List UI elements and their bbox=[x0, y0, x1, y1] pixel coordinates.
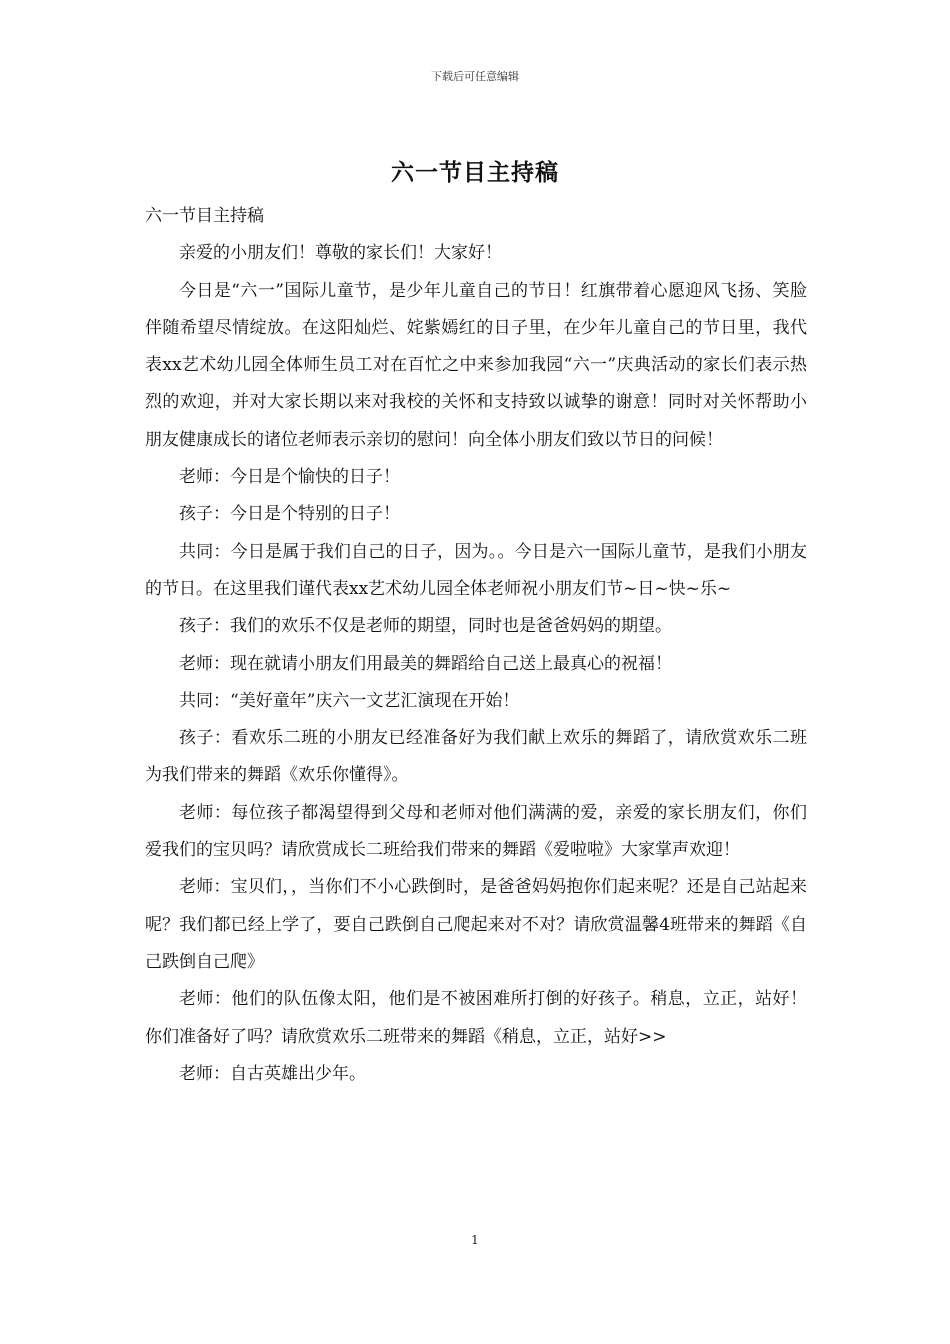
dialogue-line: 老师：自古英雄出少年。 bbox=[179, 1063, 366, 1084]
greeting-paragraph: 亲爱的小朋友们！尊敬的家长们！大家好！ bbox=[179, 243, 502, 264]
dialogue-line: 孩子：我们的欢乐不仅是老师的期望，同时也是爸爸妈妈的期望。 bbox=[179, 616, 672, 637]
document-body bbox=[145, 198, 807, 1093]
subtitle-paragraph: 六一节目主持稿 bbox=[145, 206, 264, 226]
page-number: 1 bbox=[471, 1233, 479, 1247]
opening-speech-paragraph: 今日是“六一”国际儿童节，是少年儿童自己的节日！红旗带着心愿迎风飞扬、笑脸伴随希望尽情绽放。在这阳灿烂、姹紫嫣红的日子里，在少年儿童自己的节日里，我代表xx艺术幼儿园全体师生员工对在百忙之中来参加我园“六一”庆典活动的家长们表示热烈的欢迎，并对大家长期以来对我校的关怀和支持致以诚挚的谢意！同时对关怀帮助小朋友健康成长的诸位老师表示亲切的慰问！向全体小朋友们致以节日的问候！ bbox=[145, 280, 807, 450]
page-header: 下载后可任意编辑 bbox=[431, 70, 519, 83]
dialogue-line: 老师：今日是个愉快的日子！ bbox=[179, 467, 400, 488]
document-title: 六一节目主持稿 bbox=[391, 160, 559, 186]
dialogue-line: 老师：现在就请小朋友们用最美的舞蹈给自己送上最真心的祝福！ bbox=[179, 653, 672, 674]
dialogue-line: 孩子：看欢乐二班的小朋友已经准备好为我们献上欢乐的舞蹈了，请欣赏欢乐二班为我们带来的舞蹈《欢乐你懂得》。 bbox=[145, 728, 807, 786]
dialogue-line: 共同：“美好童年”庆六一文艺汇演现在开始！ bbox=[179, 690, 520, 711]
dialogue-line: 孩子：今日是个特别的日子！ bbox=[179, 504, 400, 525]
dialogue-line: 老师：宝贝们，，当你们不小心跌倒时，是爸爸妈妈抱你们起来呢？还是自己站起来呢？我们都已经上学了，要自己跌倒自己爬起来对不对？请欣赏温馨4班带来的舞蹈《自己跌倒自己爬》 bbox=[145, 877, 807, 972]
dialogue-line: 老师：他们的队伍像太阳，他们是不被困难所打倒的好孩子。稍息，立正，站好！你们准备好了吗？请欣赏欢乐二班带来的舞蹈《稍息，立正，站好>> bbox=[145, 989, 807, 1047]
dialogue-line: 共同：今日是属于我们自己的日子，因为。。今日是六一国际儿童节，是我们小朋友的节日。在这里我们谨代表xx艺术幼儿园全体老师祝小朋友们节~日~快~乐~ bbox=[145, 541, 807, 599]
dialogue-line: 老师：每位孩子都渴望得到父母和老师对他们满满的爱，亲爱的家长朋友们，你们爱我们的宝贝吗？请欣赏成长二班给我们带来的舞蹈《爱啦啦》大家掌声欢迎！ bbox=[145, 802, 807, 861]
